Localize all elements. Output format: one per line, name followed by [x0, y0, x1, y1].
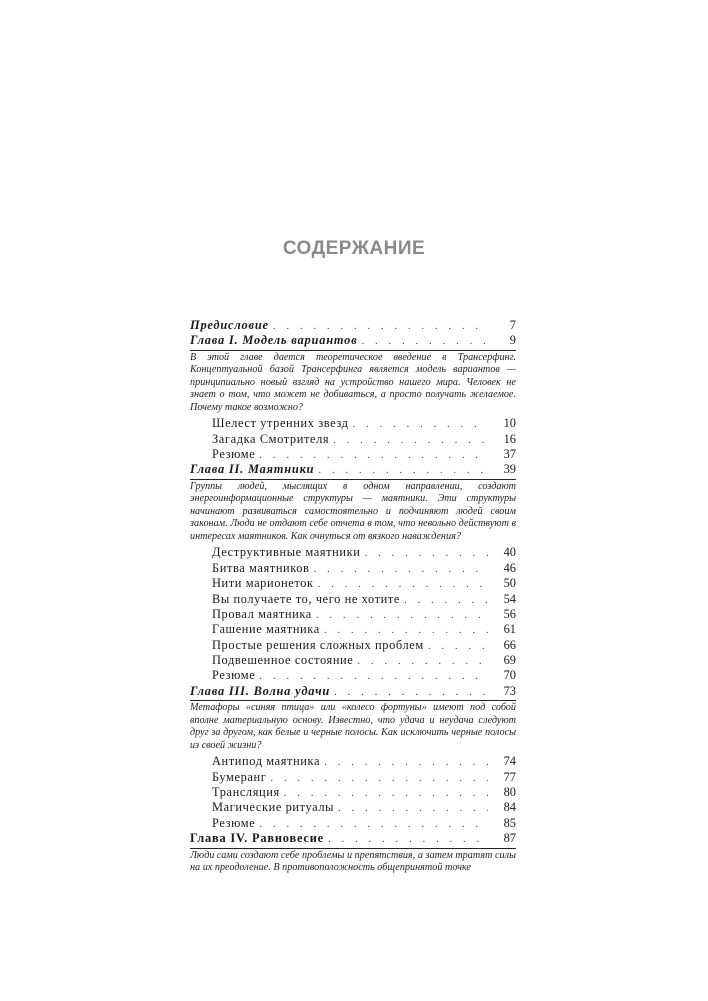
toc-entry-section[interactable]: [190, 800, 516, 815]
chapter-description: Люди сами создают себе проблемы и препятствия, а затем тратят силы на их преодоление. В противоположность общепринятой точке: [190, 849, 516, 874]
dot-leader: [328, 832, 488, 847]
dot-leader: [353, 417, 488, 432]
toc-entry-chapter-3[interactable]: [190, 684, 516, 699]
chapter-description: Метафоры «синяя птица» или «колесо фортуны» имеют под собой вполне материальную основу. Известно, что удача и неудача следуют друг за другом, как белые и черные полосы. Как исключить черные полосы из своей жизни?: [190, 702, 516, 751]
dot-leader: [357, 654, 488, 669]
section-title: Гашение маятника: [212, 622, 320, 637]
section-title: Резюме: [212, 447, 256, 462]
toc-entry-chapter-2[interactable]: [190, 462, 516, 477]
toc-entry-section[interactable]: [190, 754, 516, 769]
section-title: Резюме: [212, 815, 256, 830]
dot-leader: [318, 463, 488, 478]
section-title: Нити марионеток: [212, 576, 314, 591]
section-title: Загадка Смотрителя: [212, 431, 330, 446]
dot-leader: [273, 319, 488, 334]
section-title: Вы получаете то, чего не хотите: [212, 591, 400, 606]
toc-entry-section[interactable]: [190, 416, 516, 431]
page-number: 10: [503, 416, 516, 431]
dot-leader: [316, 608, 488, 623]
toc-entry-chapter-1[interactable]: [190, 333, 516, 348]
page-number: 69: [503, 653, 516, 668]
dot-leader: [259, 817, 488, 832]
dot-leader: [333, 433, 488, 448]
page-number: 66: [503, 637, 516, 652]
dot-leader: [324, 623, 488, 638]
section-title: Простые решения сложных проблем: [212, 637, 424, 652]
dot-leader: [318, 577, 488, 592]
section-title: Подвешенное состояние: [212, 653, 354, 668]
section-title: Бумеранг: [212, 769, 267, 784]
toc-entry-chapter-4[interactable]: [190, 831, 516, 846]
chapter-title: Глава III. Волна удачи: [190, 683, 331, 698]
chapter-rule: [190, 700, 516, 701]
chapter-rule: [190, 479, 516, 480]
chapter-title: Глава I. Модель вариантов: [190, 333, 358, 348]
page-title: СОДЕРЖАНИЕ: [282, 238, 426, 259]
toc-entry-section[interactable]: [190, 447, 516, 462]
page-number: 87: [503, 831, 516, 846]
dot-leader: [259, 448, 488, 463]
page-number: 73: [503, 683, 516, 698]
dot-leader: [270, 771, 488, 786]
toc-entry-section[interactable]: [190, 592, 516, 607]
page-number: 16: [503, 431, 516, 446]
page-number: 74: [503, 754, 516, 769]
page-number: 40: [503, 545, 516, 560]
dot-leader: [334, 685, 488, 700]
toc-entry-section[interactable]: [190, 668, 516, 683]
chapter-title: Глава IV. Равновесие: [190, 831, 324, 846]
toc-entry-section[interactable]: [190, 653, 516, 668]
toc-entry-section[interactable]: [190, 638, 516, 653]
toc-entry-section[interactable]: [190, 576, 516, 591]
page-number: 37: [503, 447, 516, 462]
chapter-description: В этой главе дается теоретическое введение в Трансерфинг. Концептуальной базой Трансерфинга является модель вариантов — принципиально новый взгляд на устройство нашего мира. Человек не знает о том, что может не добиваться, а просто получать желаемое. Почему такое возможно?: [190, 351, 516, 413]
page-number: 54: [503, 591, 516, 606]
dot-leader: [404, 593, 488, 608]
page-number: 9: [509, 333, 516, 348]
page-number: 39: [503, 462, 516, 477]
page-number: 7: [509, 318, 516, 332]
toc-entry-preface[interactable]: [190, 318, 516, 333]
toc-entry-section[interactable]: [190, 770, 516, 785]
page-number: 84: [503, 800, 516, 815]
section-title: Провал маятника: [212, 606, 312, 621]
page-number: 56: [503, 606, 516, 621]
section-title: Трансляция: [212, 785, 280, 800]
toc-entry-section[interactable]: [190, 785, 516, 800]
toc-entry-section[interactable]: [190, 561, 516, 576]
page-number: 77: [503, 769, 516, 784]
toc-entry-section[interactable]: [190, 545, 516, 560]
dot-leader: [284, 786, 488, 801]
chapter-rule: [190, 350, 516, 351]
page-number: 85: [503, 815, 516, 830]
toc-entry-section[interactable]: [190, 432, 516, 447]
page-number: 70: [503, 668, 516, 683]
dot-leader: [428, 639, 488, 654]
section-title: Резюме: [212, 668, 256, 683]
entry-title: Предисловие: [190, 318, 269, 332]
page-number: 46: [503, 560, 516, 575]
table-of-contents: [190, 318, 516, 877]
page-number: 50: [503, 576, 516, 591]
section-title: Деструктивные маятники: [212, 545, 361, 560]
page-number: 61: [503, 622, 516, 637]
dot-leader: [314, 562, 488, 577]
dot-leader: [361, 334, 488, 349]
chapter-rule: [190, 848, 516, 849]
dot-leader: [324, 755, 488, 770]
toc-entry-section[interactable]: [190, 607, 516, 622]
toc-entry-section[interactable]: [190, 816, 516, 831]
page-number: 80: [503, 785, 516, 800]
section-title: Битва маятников: [212, 560, 310, 575]
dot-leader: [338, 801, 488, 816]
dot-leader: [259, 669, 488, 684]
chapter-description: Группы людей, мыслящих в одном направлении, создают энергоинформационные структуры — маятники. Эти структуры начинают развиваться самостоятельно и подчиняют людей своим законам. Люди не отдают себе отчета в том, что невольно действуют в интересах маятников. Как очнуться от вязкого наваждения?: [190, 480, 516, 542]
section-title: Шелест утренних звезд: [212, 416, 349, 431]
section-title: Магические ритуалы: [212, 800, 335, 815]
section-title: Антипод маятника: [212, 754, 321, 769]
dot-leader: [365, 546, 489, 561]
chapter-title: Глава II. Маятники: [190, 462, 315, 477]
toc-entry-section[interactable]: [190, 622, 516, 637]
